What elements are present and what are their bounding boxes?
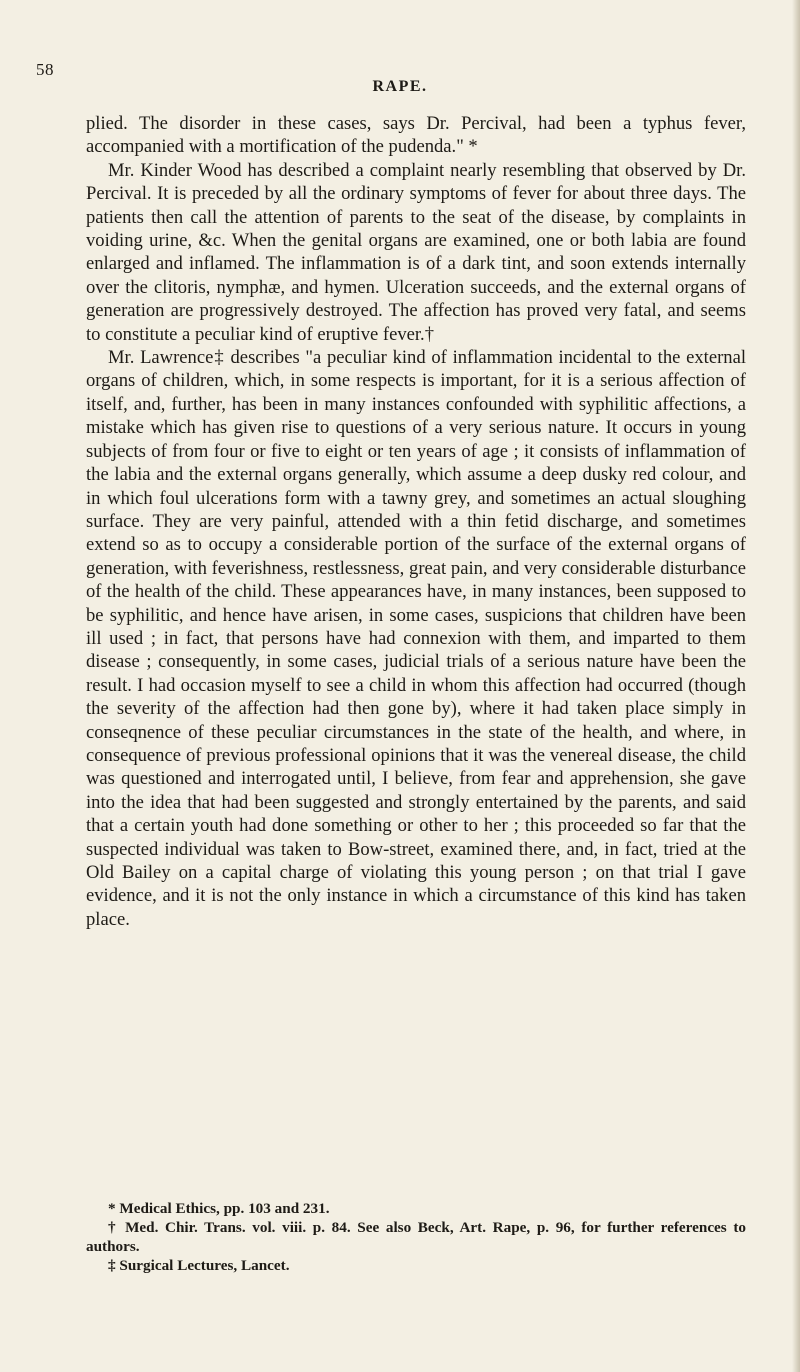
footnote: ‡ Surgical Lectures, Lancet. [108,1257,290,1274]
page-edge-shadow [792,0,800,1372]
paragraph: Mr. Kinder Wood has described a complaint nearly resembling that observed by Dr. Percival. It is preceded by all the ordinary symptoms of fever for about three days. The patients then call the attention of parents to the seat of the disease, by complaints in voiding urine, &c. When the genital organs are examined, one or both labia are found enlarged and inflamed. The inflammation is of a dark tint, and soon extends internally over the clitoris, nymphæ, and hymen. Ulceration succeeds, and the external organs of generation are progressively destroyed. The affection has proved very fatal, and seems to constitute a peculiar kind of eruptive fever.† [86,159,746,345]
running-head: RAPE. [372,78,428,95]
footnote: † Med. Chir. Trans. vol. viii. p. 84. See also Beck, Art. Rape, p. 96, for further references to authors. [86,1219,746,1255]
footnote: * Medical Ethics, pp. 103 and 231. [108,1200,330,1217]
footnotes [86,1199,746,1275]
body-text [86,112,746,931]
paragraph: Mr. Lawrence‡ describes "a peculiar kind of inflammation incidental to the external organs of children, which, in some respects is important, for it is a serious affection of itself, and, further, has been in many instances confounded with syphilitic affections, a mistake which has given rise to questions of a very serious nature. It occurs in young subjects of from four or five to eight or ten years of age ; it consists of inflammation of the labia and the external organs generally, which assume a deep dusky red colour, and in which foul ulcerations form with a tawny grey, and sometimes an actual sloughing surface. They are very painful, attended with a thin fetid discharge, and sometimes extend so as to occupy a considerable portion of the surface of the external organs of generation, with feverishness, restlessness, great pain, and very considerable disturbance of the health of the child. These appearances have, in many instances, been supposed to be syphilitic, and hence have arisen, in some cases, suspicions that children have been ill used ; in fact, that persons have had connexion with them, and imparted to them disease ; consequently, in some cases, judicial trials of a serious nature have been the result. I had occasion myself to see a child in whom this affection had occurred (though the severity of the affection had then gone by), where it had taken place simply in conseqnence of these peculiar circumstances in the state of the health, and where, in consequence of previous professional opinions that it was the venereal disease, the child was questioned and interrogated until, I believe, from fear and apprehension, she gave into the idea that had been suggested and strongly entertained by the parents, and said that a certain youth had done something or other to her ; this proceeded so far that the suspected individual was taken to Bow-street, examined there, and, in fact, tried at the Old Bailey on a capital charge of violating this young person ; on that trial I gave evidence, and it is not the only instance in which a circumstance of this kind has taken place. [86,347,746,930]
page-number: 58 [36,60,54,79]
paragraph: plied. The disorder in these cases, says Dr. Percival, had been a typhus fever, accompanied with a mortification of the pudenda." * [86,113,746,158]
